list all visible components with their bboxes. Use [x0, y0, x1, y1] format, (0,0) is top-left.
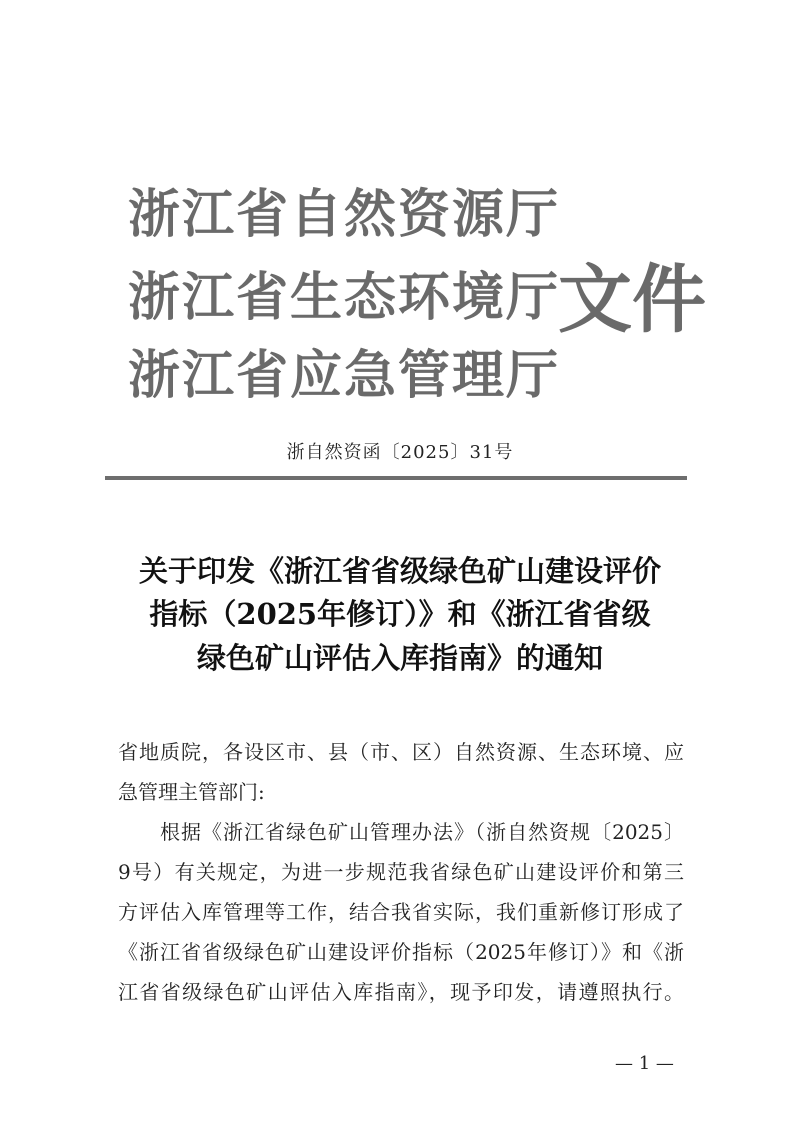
body-line: 江省省级绿色矿山评估入库指南》，现予印发，请遵照执行。 — [118, 980, 684, 1004]
document-number: 浙自然资函〔2025〕31号 — [286, 442, 514, 463]
title-line: 指标（2025年修订）》和《浙江省省级 — [149, 597, 651, 631]
body-line: 急管理主管部门: — [118, 780, 265, 804]
title-line: 绿色矿山评估入库指南》的通知 — [196, 641, 603, 675]
body-line: 《浙江省省级绿色矿山建设评价指标（2025年修订）》和《浙 — [118, 940, 684, 964]
body-line: 根据《浙江省绿色矿山管理办法》（浙自然资规〔2025〕 — [160, 820, 684, 844]
body-line: 省地质院，各设区市、县（市、区）自然资源、生态环境、应 — [118, 740, 684, 764]
document-label: 文件 — [558, 257, 706, 343]
issuer-emergency-management: 浙江省应急管理厅 — [128, 345, 558, 406]
header-divider — [105, 476, 687, 480]
body-line: 方评估入库管理等工作，结合我省实际，我们重新修订形成了 — [118, 900, 684, 924]
title-line: 关于印发《浙江省省级绿色矿山建设评价 — [138, 554, 661, 588]
issuer-ecology-environment: 浙江省生态环境厅 — [128, 267, 558, 328]
page-number: — 1 — — [615, 1053, 674, 1074]
issuer-natural-resources: 浙江省自然资源厅 — [128, 184, 558, 245]
body-line: 9号）有关规定，为进一步规范我省绿色矿山建设评价和第三 — [118, 860, 684, 884]
